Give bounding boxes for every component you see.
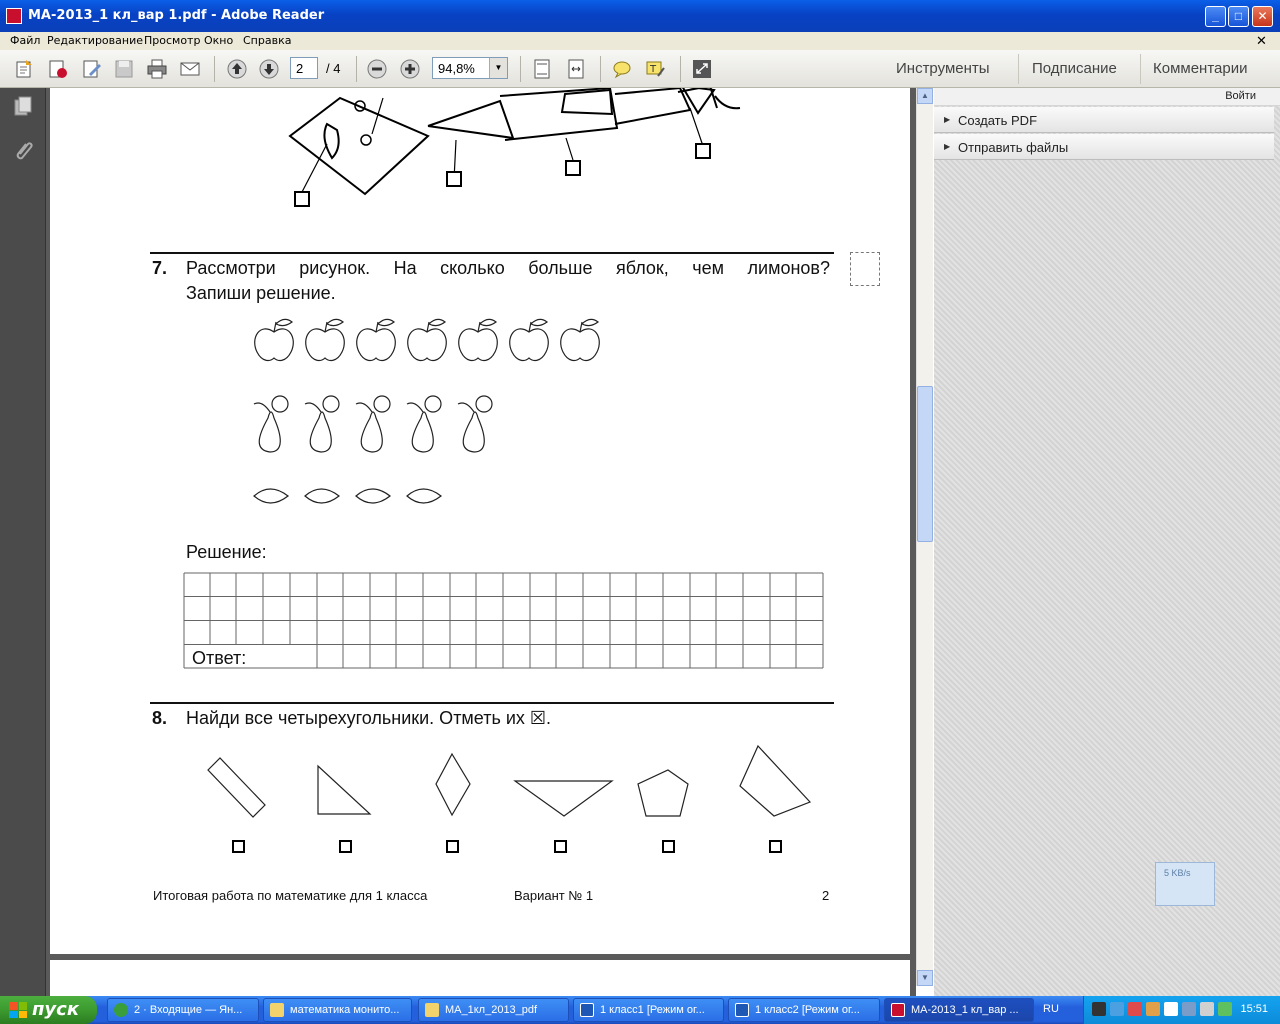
pear-icon [458, 396, 492, 452]
scroll-thumb[interactable] [917, 386, 933, 542]
lemon-icon [305, 489, 339, 503]
pages-icon[interactable] [12, 96, 34, 118]
navigation-pane [0, 88, 46, 996]
prev-page-icon[interactable] [225, 58, 249, 80]
tools-panel [934, 88, 1280, 996]
apple-icon [255, 319, 294, 360]
open-icon[interactable] [13, 58, 37, 80]
checkbox [447, 841, 458, 852]
sign-link[interactable]: Подписание [1032, 60, 1117, 77]
menu-help[interactable]: Справка [243, 34, 292, 47]
comment-link[interactable]: Комментарии [1153, 60, 1248, 77]
menu-bar [0, 32, 1280, 50]
login-link[interactable]: Войти [934, 88, 1280, 106]
zoom-in-icon[interactable] [398, 58, 422, 80]
menu-window[interactable]: Окно [204, 34, 234, 47]
zoom-select[interactable] [432, 57, 508, 79]
apple-icon [306, 319, 345, 360]
windows-flag-icon [9, 1002, 27, 1018]
lemon-icon [356, 489, 390, 503]
apple-icon [357, 319, 396, 360]
footer-variant: Вариант № 1 [514, 888, 594, 903]
question-8-text: Найди все четырехугольники. Отметь их ☒. [186, 708, 552, 728]
language-indicator[interactable]: RU [1043, 1003, 1059, 1015]
zoom-out-icon[interactable] [365, 58, 389, 80]
start-button[interactable] [0, 996, 97, 1024]
taskbar [0, 996, 1280, 1024]
apple-icon [561, 319, 600, 360]
tray-display-icon[interactable] [1182, 1002, 1196, 1016]
tray-update-icon[interactable] [1146, 1002, 1160, 1016]
page-total: / 4 [326, 61, 341, 76]
apple-icon [510, 319, 549, 360]
tray-network-icon[interactable] [1110, 1002, 1124, 1016]
page-number-input[interactable]: 2 [290, 57, 318, 79]
footer-left: Итоговая работа по математике для 1 класса [153, 888, 428, 903]
pdf-page [50, 88, 910, 954]
question-8-number: 8. [152, 708, 168, 728]
word-icon [735, 1003, 749, 1017]
fit-page-icon[interactable] [530, 58, 554, 80]
clock: 15:51 [1240, 1003, 1268, 1015]
tray-connection-icon[interactable] [1200, 1002, 1214, 1016]
shapes-figure [190, 744, 830, 864]
task-folder-1[interactable]: математика монито... [263, 998, 412, 1022]
save-icon[interactable] [112, 58, 136, 80]
checkbox [770, 841, 781, 852]
solution-grid[interactable] [183, 572, 825, 670]
adobe-reader-icon [6, 8, 22, 24]
volume-icon[interactable] [1164, 1002, 1178, 1016]
window-title: МА-2013_1 кл_вар 1.pdf - Adobe Reader [28, 8, 325, 23]
pear-icon [356, 396, 390, 452]
network-widget [1155, 862, 1215, 906]
apple-icon [459, 319, 498, 360]
chevron-down-icon[interactable]: ▼ [489, 58, 507, 78]
tools-link[interactable]: Инструменты [896, 60, 990, 77]
network-speed: 5 KB/s [1164, 868, 1191, 878]
lemon-icon [254, 489, 288, 503]
edit-icon[interactable] [80, 58, 104, 80]
menu-file[interactable]: Файл [10, 34, 41, 47]
title-bar [0, 0, 1280, 32]
pear-icon [254, 396, 288, 452]
checkbox [555, 841, 566, 852]
task-word-2[interactable]: 1 класс2 [Режим ог... [728, 998, 880, 1022]
folder-icon [425, 1003, 439, 1017]
maximize-button[interactable]: □ [1228, 6, 1249, 27]
close-button[interactable]: ✕ [1252, 6, 1273, 27]
comment-icon[interactable] [610, 58, 634, 80]
highlight-icon[interactable] [643, 58, 667, 80]
pear-icon [407, 396, 441, 452]
answer-label: Ответ: [192, 648, 247, 668]
pear-icon [305, 396, 339, 452]
next-page-icon[interactable] [257, 58, 281, 80]
tray-security-icon[interactable] [1128, 1002, 1142, 1016]
fit-width-icon[interactable] [564, 58, 588, 80]
score-box [850, 252, 880, 286]
checkbox [663, 841, 674, 852]
print-icon[interactable] [145, 58, 169, 80]
create-pdf-section[interactable]: ▶ Создать PDF [934, 107, 1274, 133]
wide-triangle-shape [515, 781, 612, 816]
minimize-button[interactable]: _ [1205, 6, 1226, 27]
scroll-up-icon[interactable]: ▲ [917, 88, 933, 104]
start-label: пуск [32, 999, 80, 1020]
question-7-text: Рассмотри рисунок. На сколько больше яблок, чем лимонов? [186, 258, 830, 278]
create-pdf-icon[interactable] [46, 58, 70, 80]
task-mail[interactable]: 2 · Входящие — Ян... [107, 998, 259, 1022]
zoom-value: 94,8% [438, 61, 475, 76]
solution-label: Решение: [186, 542, 267, 562]
adobe-reader-icon [891, 1003, 905, 1017]
menu-edit[interactable]: Редактирование [47, 34, 143, 47]
attachment-icon[interactable] [12, 140, 34, 162]
menu-view[interactable]: Просмотр [144, 34, 201, 47]
apple-icon [408, 319, 447, 360]
checkbox [340, 841, 351, 852]
svg-text:T: T [650, 64, 657, 75]
question-7-number: 7. [152, 258, 168, 278]
scroll-down-icon[interactable]: ▼ [917, 970, 933, 986]
email-icon[interactable] [178, 58, 202, 80]
rhombus-shape [436, 754, 470, 815]
word-icon [580, 1003, 594, 1017]
fullscreen-icon[interactable] [690, 58, 714, 80]
fruit-figure [250, 316, 610, 526]
rectangle-shape [208, 758, 265, 817]
send-files-section[interactable]: ▶ Отправить файлы [934, 134, 1274, 160]
task-word-1[interactable]: 1 класс1 [Режим ог... [573, 998, 724, 1022]
question-7-text-2: Запиши решение. [186, 283, 336, 303]
pentagon-shape [638, 770, 688, 816]
triangle-shape [318, 766, 370, 814]
next-pdf-page [50, 960, 910, 1000]
tray-misc-icon[interactable] [1218, 1002, 1232, 1016]
document-viewport[interactable] [46, 88, 916, 996]
vertical-scrollbar[interactable] [916, 88, 933, 986]
checkbox [233, 841, 244, 852]
quadrilateral-shape [740, 746, 810, 816]
tray-app-icon[interactable] [1092, 1002, 1106, 1016]
footer-page-number: 2 [822, 888, 830, 903]
menu-close-doc-icon[interactable]: ✕ [1256, 34, 1267, 49]
chrome-icon [114, 1003, 128, 1017]
task-folder-2[interactable]: МА_1кл_2013_pdf [418, 998, 569, 1022]
folder-icon [270, 1003, 284, 1017]
task-adobe-reader[interactable]: МА-2013_1 кл_вар ... [884, 998, 1034, 1022]
lemon-icon [407, 489, 441, 503]
